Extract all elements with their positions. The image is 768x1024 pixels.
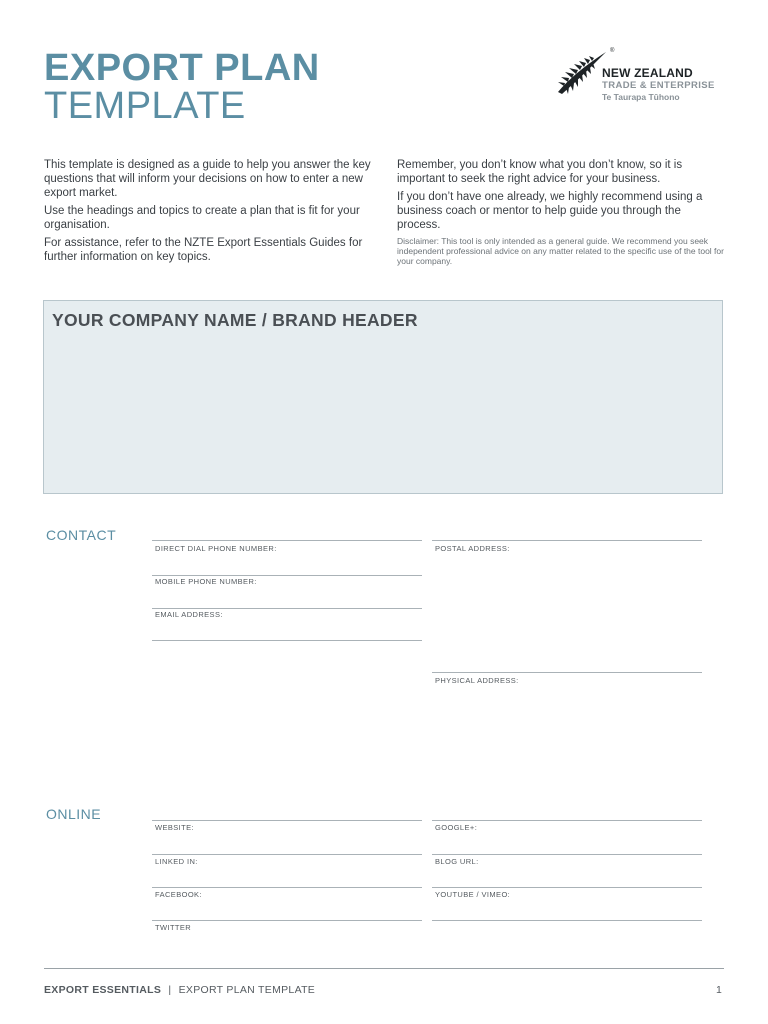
field-divider <box>152 920 422 921</box>
mobile-label: MOBILE PHONE NUMBER: <box>155 577 257 586</box>
direct-dial-label: DIRECT DIAL PHONE NUMBER: <box>155 544 277 553</box>
field-divider <box>152 540 422 541</box>
website-field[interactable] <box>152 831 422 853</box>
google-plus-label: GOOGLE+: <box>435 823 478 832</box>
contact-section-title: CONTACT <box>46 527 117 543</box>
brand-header-title: YOUR COMPANY NAME / BRAND HEADER <box>52 310 418 330</box>
youtube-vimeo-field[interactable] <box>432 898 702 920</box>
direct-dial-field[interactable] <box>152 552 422 574</box>
footer-separator: | <box>168 984 172 996</box>
blog-url-field[interactable] <box>432 865 702 887</box>
postal-address-label: POSTAL ADDRESS: <box>435 544 510 553</box>
field-divider <box>432 887 702 888</box>
page-title-line1: EXPORT PLAN <box>44 47 320 89</box>
intro-paragraph: Remember, you don’t know what you don’t know, so it is important to seek the right advice for your business. <box>397 159 683 185</box>
google-plus-field[interactable] <box>432 831 702 853</box>
intro-paragraph: This template is designed as a guide to help you answer the key questions that will inform your decisions on how to enter a new export market. <box>44 159 371 199</box>
linkedin-label: LINKED IN: <box>155 857 198 866</box>
field-divider <box>432 920 702 921</box>
registered-mark: ® <box>610 48 615 54</box>
field-divider <box>432 854 702 855</box>
website-label: WEBSITE: <box>155 823 195 832</box>
intro-left-column <box>44 158 379 268</box>
email-field[interactable] <box>152 618 422 640</box>
mobile-field[interactable] <box>152 585 422 607</box>
logo-name: NEW ZEALAND <box>602 66 693 80</box>
page-title-line2: TEMPLATE <box>44 85 246 127</box>
physical-address-field[interactable] <box>432 684 702 784</box>
twitter-label: TWITTER <box>155 923 192 932</box>
field-divider <box>432 540 702 541</box>
field-divider <box>152 575 422 576</box>
physical-address-label: PHYSICAL ADDRESS: <box>435 676 519 685</box>
blog-url-label: BLOG URL: <box>435 857 479 866</box>
logo-maori-name: Te Taurapa Tūhono <box>602 92 680 102</box>
twitter-field[interactable] <box>152 931 422 953</box>
brand-header-box[interactable] <box>43 300 723 494</box>
intro-paragraph: Use the headings and topics to create a plan that is fit for your organisation. <box>44 205 360 231</box>
field-divider <box>152 854 422 855</box>
footer-series: EXPORT ESSENTIALS <box>44 984 162 996</box>
footer-doc-title: EXPORT PLAN TEMPLATE <box>178 984 316 996</box>
intro-paragraph: If you don’t have one already, we highly recommend using a business coach or mentor to help guide you through the process. <box>397 191 703 231</box>
youtube-vimeo-label: YOUTUBE / VIMEO: <box>435 890 511 899</box>
facebook-field[interactable] <box>152 898 422 920</box>
field-divider <box>432 820 702 821</box>
postal-address-field[interactable] <box>432 552 702 670</box>
page-number: 1 <box>716 984 722 996</box>
field-divider <box>152 887 422 888</box>
logo-subtitle: TRADE & ENTERPRISE <box>602 80 715 91</box>
intro-paragraph: For assistance, refer to the NZTE Export Essentials Guides for further information on key topics. <box>44 237 363 263</box>
disclaimer-text: Disclaimer: This tool is only intended as a general guide. We recommend you seek independent professional advice on any matter related to the specific use of the tool for your company. <box>397 236 724 266</box>
footer-text <box>44 984 315 996</box>
silver-fern-icon <box>554 50 608 96</box>
field-divider <box>432 672 702 673</box>
facebook-label: FACEBOOK: <box>155 890 202 899</box>
field-divider <box>152 820 422 821</box>
field-divider <box>152 640 422 641</box>
online-section-title: ONLINE <box>46 806 102 822</box>
email-label: EMAIL ADDRESS: <box>155 610 223 619</box>
field-divider <box>152 608 422 609</box>
footer-rule <box>44 968 724 969</box>
intro-right-column <box>397 158 727 270</box>
linkedin-field[interactable] <box>152 865 422 887</box>
